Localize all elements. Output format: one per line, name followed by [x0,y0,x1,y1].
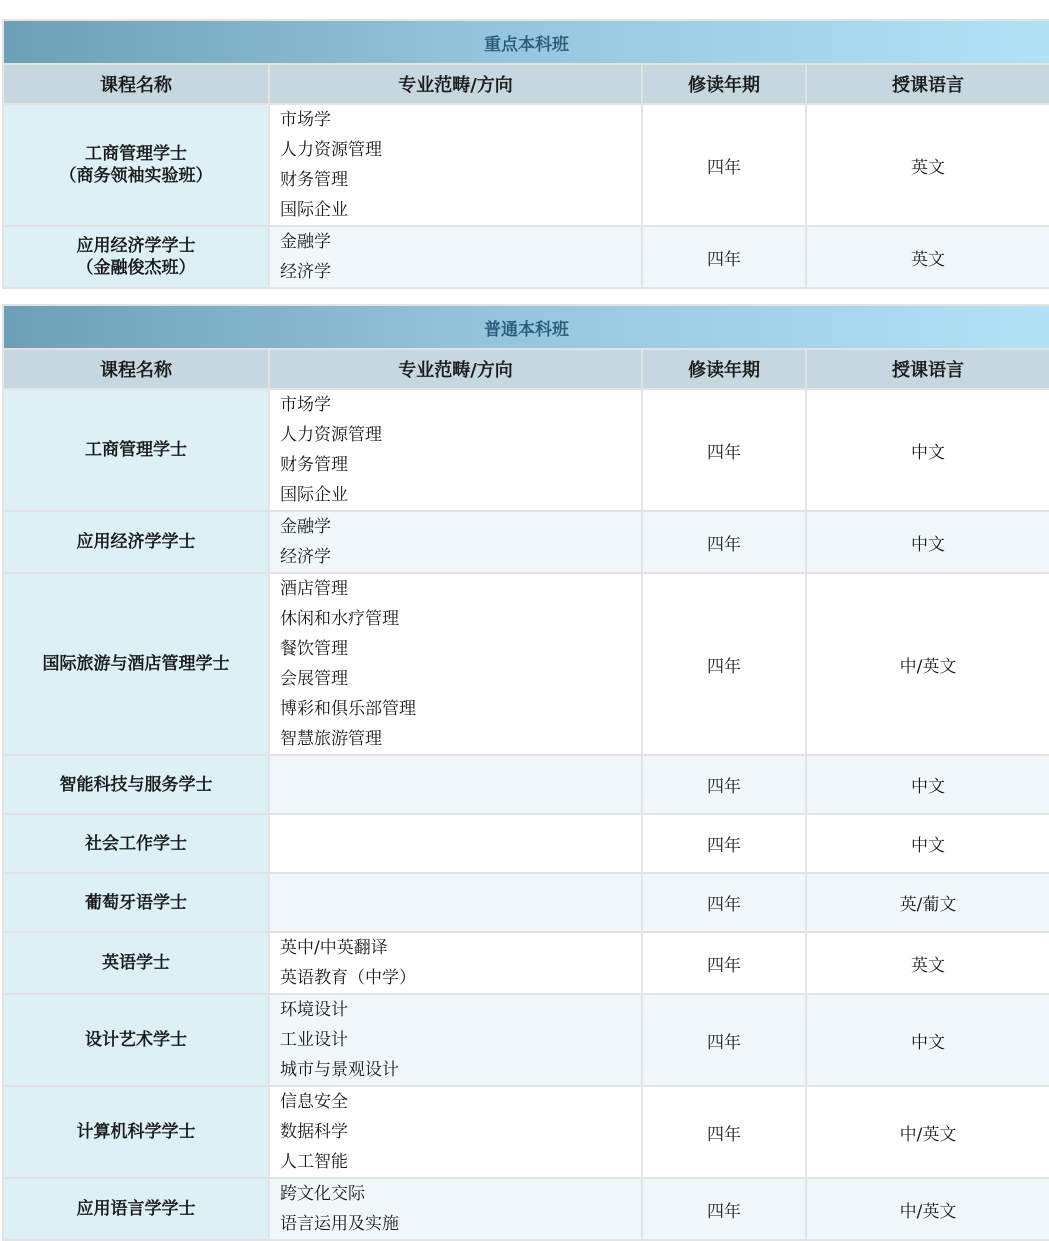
duration-cell: 四年 [643,574,807,756]
directions-cell [270,105,643,227]
program-name: 应用语言学学士 [76,1199,196,1219]
program-name: 社会工作学士 [85,833,187,854]
duration-cell: 四年 [643,995,807,1087]
table-caption-row [2,19,1049,65]
program-name: 英语学士 [102,953,170,973]
language-cell: 中文 [807,995,1049,1087]
direction-item: 经济学 [280,262,331,282]
direction-item: 语言运用及实施 [280,1214,399,1234]
direction-item: 工业设计 [280,1030,348,1050]
directions-cell [270,874,643,933]
direction-item: 市场学 [280,110,331,130]
column-header: 授课语言 [807,65,1049,105]
duration-cell: 四年 [643,1179,807,1241]
table-row [2,574,1049,756]
table-row [2,874,1049,933]
column-header: 专业范畴/方向 [270,350,643,390]
directions-cell [270,995,643,1087]
program-name: （商务领袖实验班） [59,166,213,186]
duration-cell: 四年 [643,815,807,874]
table-row [2,512,1049,574]
program-name-cell [2,815,270,874]
program-name-cell [2,227,270,289]
direction-item: 人工智能 [280,1152,348,1172]
column-header: 专业范畴/方向 [270,65,643,105]
program-name: 工商管理学士 [85,144,187,164]
program-name: 国际旅游与酒店管理学士 [42,654,230,674]
program-name: 工商管理学士 [85,440,187,460]
language-cell: 中文 [807,756,1049,815]
table-caption: 普通本科班 [2,304,1049,350]
direction-item: 环境设计 [280,1000,348,1020]
directions-cell [270,1179,643,1241]
duration-cell: 四年 [643,874,807,933]
directions-cell [270,227,643,289]
language-cell: 中文 [807,512,1049,574]
duration-cell: 四年 [643,227,807,289]
language-cell: 中文 [807,815,1049,874]
table-row [2,815,1049,874]
direction-item: 跨文化交际 [280,1184,365,1204]
program-name-cell [2,874,270,933]
table-row [2,227,1049,289]
direction-item: 国际企业 [280,200,348,220]
regular-undergraduate-table [2,304,1049,1241]
program-name-cell [2,574,270,756]
table-row [2,105,1049,227]
table-row [2,1179,1049,1241]
program-name-cell [2,995,270,1087]
column-header: 修读年期 [643,65,807,105]
table-caption-row [2,304,1049,350]
language-cell: 英文 [807,105,1049,227]
key-undergraduate-table [2,19,1049,289]
program-name-cell [2,933,270,995]
direction-item: 博彩和俱乐部管理 [280,699,416,719]
direction-item: 市场学 [280,395,331,415]
table-header-row [2,350,1049,390]
program-name-cell [2,390,270,512]
program-name: （金融俊杰班） [76,258,196,278]
program-name: 智能科技与服务学士 [59,774,213,795]
program-name: 应用经济学学士 [76,532,196,552]
direction-item: 金融学 [280,517,331,537]
table-header-row [2,65,1049,105]
directions-cell [270,574,643,756]
language-cell: 中/英文 [807,1179,1049,1241]
direction-item: 酒店管理 [280,579,348,599]
program-name-cell [2,1087,270,1179]
program-name: 设计艺术学士 [85,1030,187,1050]
table-caption: 重点本科班 [2,19,1049,65]
program-name-cell [2,1179,270,1241]
direction-item: 人力资源管理 [280,140,382,160]
duration-cell: 四年 [643,390,807,512]
column-header: 课程名称 [2,65,270,105]
language-cell: 中/英文 [807,1087,1049,1179]
direction-item: 金融学 [280,232,331,252]
duration-cell: 四年 [643,933,807,995]
duration-cell: 四年 [643,1087,807,1179]
direction-item: 智慧旅游管理 [280,729,382,749]
table-row [2,1087,1049,1179]
direction-item: 数据科学 [280,1122,348,1142]
direction-item: 休闲和水疗管理 [280,609,399,629]
language-cell: 英文 [807,933,1049,995]
direction-item: 经济学 [280,547,331,567]
language-cell: 中/英文 [807,574,1049,756]
program-name: 计算机科学学士 [76,1122,196,1142]
direction-item: 城市与景观设计 [280,1060,399,1080]
direction-item: 信息安全 [280,1092,348,1112]
direction-item: 人力资源管理 [280,425,382,445]
column-header: 修读年期 [643,350,807,390]
directions-cell [270,933,643,995]
duration-cell: 四年 [643,105,807,227]
language-cell: 英文 [807,227,1049,289]
direction-item: 财务管理 [280,455,348,475]
direction-item: 英语教育（中学） [280,968,416,988]
directions-cell [270,390,643,512]
direction-item: 财务管理 [280,170,348,190]
directions-cell [270,1087,643,1179]
duration-cell: 四年 [643,512,807,574]
language-cell: 中文 [807,390,1049,512]
column-header: 课程名称 [2,350,270,390]
program-name-cell [2,105,270,227]
directions-cell [270,512,643,574]
table-row [2,390,1049,512]
table-row [2,995,1049,1087]
program-name: 葡萄牙语学士 [85,892,187,913]
program-name: 应用经济学学士 [76,236,196,256]
direction-item: 餐饮管理 [280,639,348,659]
table-row [2,756,1049,815]
directions-cell [270,815,643,874]
direction-item: 会展管理 [280,669,348,689]
direction-item: 国际企业 [280,485,348,505]
language-cell: 英/葡文 [807,874,1049,933]
program-name-cell [2,756,270,815]
duration-cell: 四年 [643,756,807,815]
direction-item: 英中/中英翻译 [280,938,388,958]
table-row [2,933,1049,995]
directions-cell [270,756,643,815]
column-header: 授课语言 [807,350,1049,390]
program-name-cell [2,512,270,574]
